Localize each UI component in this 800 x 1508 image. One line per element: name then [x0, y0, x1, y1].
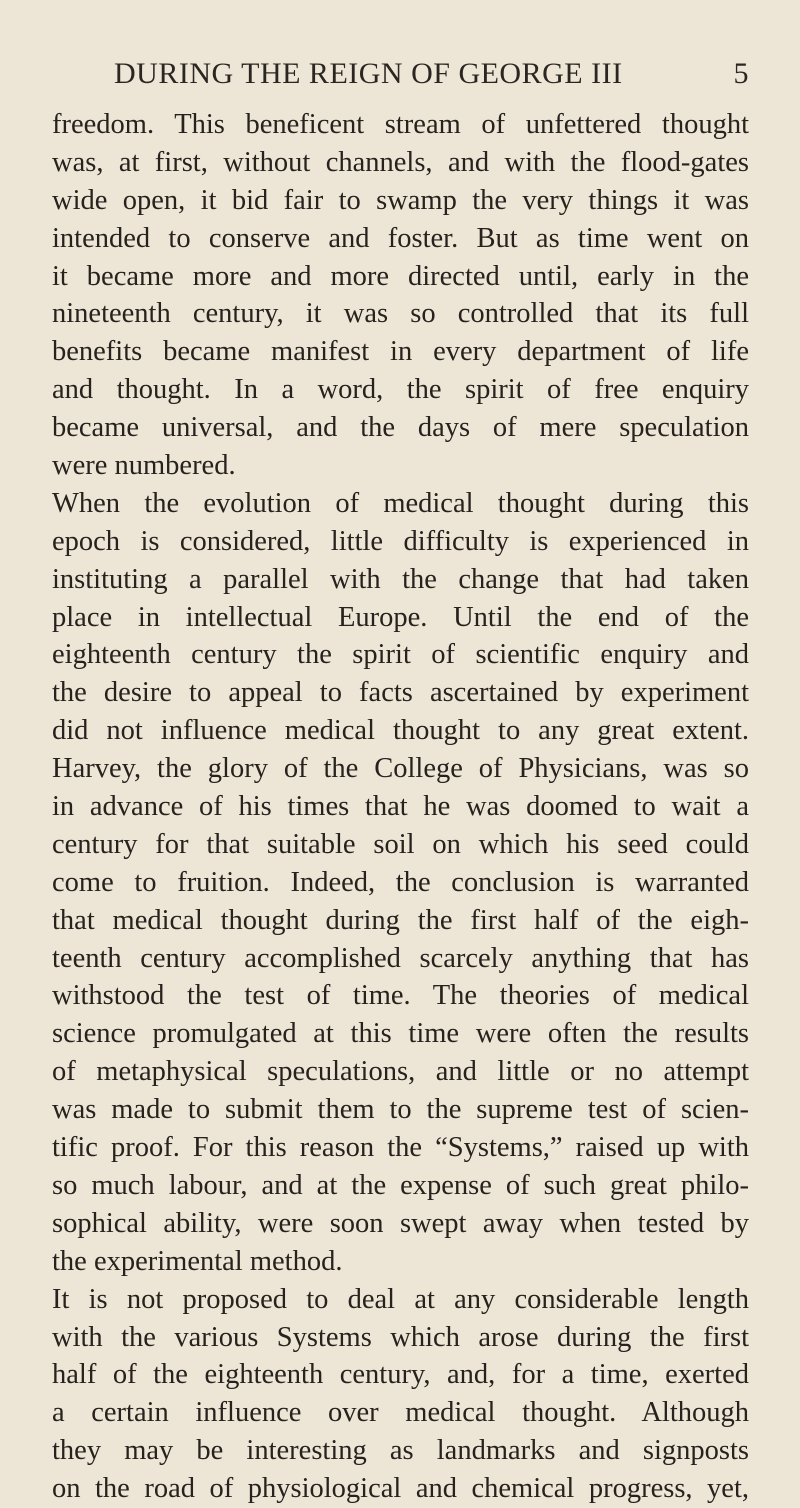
text-line: on the road of physiological and chemical progress, yet, — [52, 1473, 749, 1505]
page-number: 5 — [733, 57, 749, 90]
text-line: was made to submit them to the supreme test of scien- — [52, 1094, 749, 1126]
text-line: nineteenth century, it was so controlled that its full — [52, 298, 749, 330]
text-line: When the evolution of medical thought during this — [52, 487, 749, 519]
text-line: come to fruition. Indeed, the conclusion is warranted — [52, 866, 749, 898]
text-line: sophical ability, were soon swept away when tested by — [52, 1207, 749, 1239]
text-line: intended to conserve and foster. But as time went on — [52, 222, 749, 254]
text-line: teenth century accomplished scarcely anything that has — [52, 942, 749, 974]
text-line: withstood the test of time. The theories of medical — [52, 980, 749, 1012]
text-line: they may be interesting as landmarks and signposts — [52, 1435, 749, 1467]
text-line: became universal, and the days of mere speculation — [52, 412, 749, 444]
text-line: half of the eighteenth century, and, for a time, exerted — [52, 1359, 749, 1391]
text-line: instituting a parallel with the change that had taken — [52, 563, 749, 595]
running-head — [52, 57, 749, 101]
text-line: was, at first, without channels, and with the flood-gates — [52, 146, 749, 178]
text-line: freedom. This beneficent stream of unfettered thought — [52, 109, 749, 140]
text-line: place in intellectual Europe. Until the end of the — [52, 601, 749, 633]
text-line: the desire to appeal to facts ascertained by experiment — [52, 677, 749, 709]
text-line: in advance of his times that he was doomed to wait a — [52, 791, 749, 823]
text-line: epoch is considered, little difficulty is experienced in — [52, 525, 749, 557]
text-line: eighteenth century the spirit of scientific enquiry and — [52, 639, 749, 671]
text-line: so much labour, and at the expense of such great philo- — [52, 1169, 749, 1201]
text-line: with the various Systems which arose during the first — [52, 1321, 749, 1353]
text-line: were numbered. — [52, 450, 236, 482]
text-line: of metaphysical speculations, and little or no attempt — [52, 1056, 749, 1088]
running-head-title: DURING THE REIGN OF GEORGE III — [114, 57, 623, 90]
text-line: century for that suitable soil on which his seed could — [52, 828, 749, 860]
text-line: did not influence medical thought to any great extent. — [52, 715, 749, 747]
text-line: and thought. In a word, the spirit of free enquiry — [52, 374, 749, 406]
text-line: it became more and more directed until, early in the — [52, 260, 749, 292]
text-line: that medical thought during the first half of the eigh- — [52, 904, 749, 936]
text-line: It is not proposed to deal at any considerable length — [52, 1283, 749, 1315]
text-line: science promulgated at this time were often the results — [52, 1018, 749, 1050]
text-line: benefits became manifest in every department of life — [52, 336, 749, 368]
body-text — [52, 106, 749, 1508]
text-line: wide open, it bid fair to swamp the very things it was — [52, 184, 749, 216]
text-line: Harvey, the glory of the College of Physicians, was so — [52, 753, 749, 785]
text-line: tific proof. For this reason the “Systems,” raised up with — [52, 1132, 749, 1164]
text-line: a certain influence over medical thought. Although — [52, 1397, 749, 1429]
text-line: the experimental method. — [52, 1245, 343, 1277]
